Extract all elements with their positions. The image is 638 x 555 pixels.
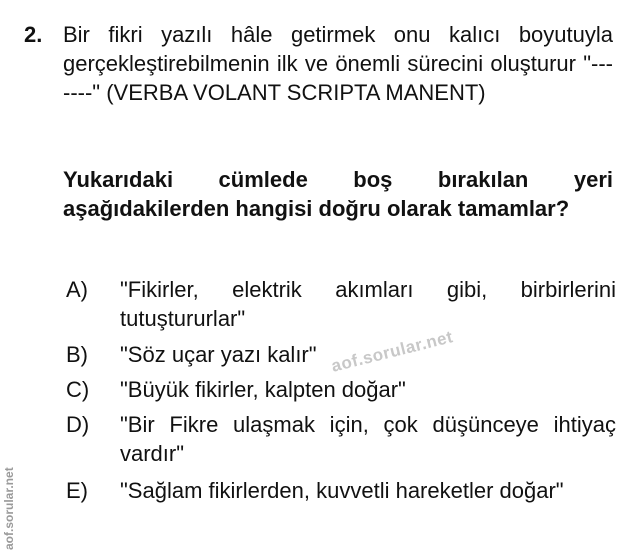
option-b-letter: B) bbox=[66, 342, 88, 367]
option-d-letter: D) bbox=[66, 412, 90, 437]
option-c-text: "Büyük fikirler, kalpten doğar" bbox=[120, 377, 406, 402]
question-stem: Bir fikri yazılı hâle getirmek onu kalıcı boyutuyla gerçekleştirebilmenin ilk ve önemli sürecini oluşturur "-------" (VERBA VOLANT SCRIPTA MANENT) bbox=[63, 22, 613, 105]
option-a[interactable] bbox=[66, 275, 616, 333]
question-number: 2. bbox=[24, 22, 43, 47]
option-a-letter: A) bbox=[66, 277, 88, 302]
option-c-letter: C) bbox=[66, 377, 90, 402]
side-watermark: aof.sorular.net bbox=[2, 467, 16, 550]
option-c[interactable] bbox=[66, 375, 616, 404]
question-prompt: Yukarıdaki cümlede boş bırakılan yeri aşağıdakilerden hangisi doğru olarak tamamlar? bbox=[63, 167, 613, 221]
center-watermark: aof.sorular.net bbox=[329, 327, 455, 376]
option-e[interactable] bbox=[66, 476, 616, 505]
option-e-text: "Sağlam fikirlerden, kuvvetli hareketler doğar" bbox=[120, 478, 564, 503]
option-b-text: "Söz uçar yazı kalır" bbox=[120, 342, 317, 367]
option-e-letter: E) bbox=[66, 478, 88, 503]
option-d-text: "Bir Fikre ulaşmak için, çok düşünceye ihtiyaç vardır" bbox=[120, 412, 616, 466]
option-d[interactable] bbox=[66, 410, 616, 468]
option-a-text: "Fikirler, elektrik akımları gibi, birbirlerini tutuştururlar" bbox=[120, 277, 616, 331]
